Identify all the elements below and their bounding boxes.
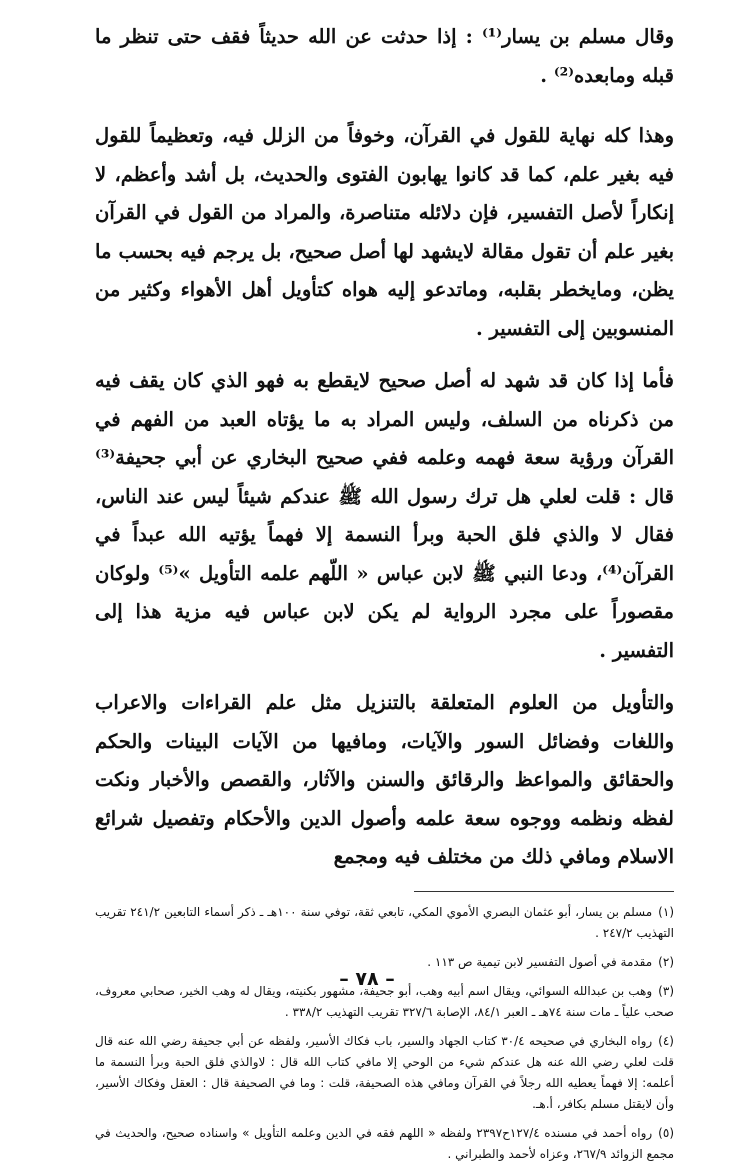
footnote-text: وهب بن عبدالله السوائي، ويقال اسم أبيه وهب، أبو جحيفة، مشهور بكنيته، ويقال له وهب الخير، صحابي معروف، صحب علياً ـ مات سنة ٧٤هـ ـ العبر ٨٤/١، الإصابة ٣٢٧/٦ تقريب التهذيب ٣٣٨/٢ . — [95, 983, 674, 1019]
footnote-divider — [414, 891, 674, 892]
main-text — [95, 18, 674, 877]
paragraph-3: فأما إذا كان قد شهد له أصل صحيح لايقطع به فهو الذي كان يقف فيه من ذكرناه من السلف، وليس المراد به ما يؤتاه العبد من الفهم في القرآن ورؤية سعة فهمه وعلمه ففي صحيح البخاري عن أبي جحيفة⁽³⁾ قال : قلت لعلي هل ترك رسول الله ﷺ عندكم شيئاً ليس عند الناس، فقال لا والذي فلق الحبة وبرأ النسمة إلا فهماً يؤتيه الله عبداً في القرآن⁽⁴⁾، ودعا النبي ﷺ لابن عباس « اللّهم علمه التأويل »⁽⁵⁾ ولوكان مقصوراً على مجرد الرواية لم يكن لابن عباس فيه مزية هذا إلى التفسير . — [95, 369, 675, 662]
book-page — [95, 18, 674, 1173]
paragraph-4: والتأويل من العلوم المتعلقة بالتنزيل مثل علم القراءات والاعراب واللغات وفضائل السور والآيات، ومافيها من الآيات البينات والحكم والحقائق والمواعظ والرقائق والسنن والآثار، والقصص والأخبار ونكت لفظه ونظمه ووجوه سعة علمه وأصول الدين والأحكام وتفصيل شرائع الاسلام ومافي ذلك من مختلف فيه ومجمع — [95, 691, 674, 868]
footnote-number: (١) — [658, 904, 674, 919]
footnote-number: (٣) — [658, 983, 674, 998]
footnote-number: (٢) — [658, 954, 674, 969]
page-number: – ٧٨ – — [339, 968, 395, 990]
footnote-text: رواه أحمد في مسنده ١٢٧/٤ح٢٣٩٧ ولفظه « اللهم فقه في الدين وعلمه التأويل » واسناده صحيح، والحديث في مجمع الزوائد ٢٦٧/٩، وعزاه لأحمد والطبراني . — [95, 1125, 674, 1161]
footnote-number: (٤) — [658, 1033, 674, 1048]
paragraph-2: وهذا كله نهاية للقول في القرآن، وخوفاً من الزلل فيه، وتعظيماً للقول فيه بغير علم، كما قد كانوا يهابون الفتوى والحديث، بل أشد وأعظم، لا إنكاراً لأصل التفسير، فإن دلائله متناصرة، والمراد من القول في القرآن بغير علم أن تقول مقالة لايشهد لها أصل صحيح، بل يرجم فيه بحسب ما يظن، ومايخطر بقلبه، وماتدعو إليه هواه كتأويل أهل الأهواء وكثير من المنسوبين إلى التفسير . — [95, 124, 674, 340]
footnote-4 — [95, 1031, 674, 1115]
footnote-text: رواه البخاري في صحيحه ٣٠/٤ كتاب الجهاد والسير، باب فكاك الأسير، ولفظه عن أبي جحيفة رضي الله عنه قال قلت لعلي رضي الله عنه هل عندكم شيء من الوحي إلا مافي كتاب الله قال : لاوالذي فلق الحبة وبرأ النسمة ما أعلمه: إلا فهماً يعطيه الله رجلاً في القرآن ومافي هذه الصحيفة، قلت : وما في الصحيفة قال : العقل وفكاك الأسير، وأن لايقتل مسلم بكافر، أ.هـ. — [95, 1033, 674, 1111]
paragraph-1: وقال مسلم بن يسار⁽¹⁾ : إذا حدثت عن الله حديثاً فقف حتى تنظر ما قبله ومابعده⁽²⁾ . — [95, 25, 674, 87]
footnote-1 — [95, 902, 674, 944]
footnote-5 — [95, 1123, 674, 1165]
footnote-text: مسلم بن يسار، أبو عثمان البصري الأموي المكي، تابعي ثقة، توفي سنة ١٠٠هـ ـ ذكر أسماء التابعين ٢٤١/٢ تقريب التهذيب ٢٤٧/٢ . — [95, 904, 674, 940]
footnote-number: (٥) — [658, 1125, 674, 1140]
footnotes — [95, 902, 674, 1165]
footnote-text: مقدمة في أصول التفسير لابن تيمية ص ١١٣ . — [427, 954, 653, 969]
